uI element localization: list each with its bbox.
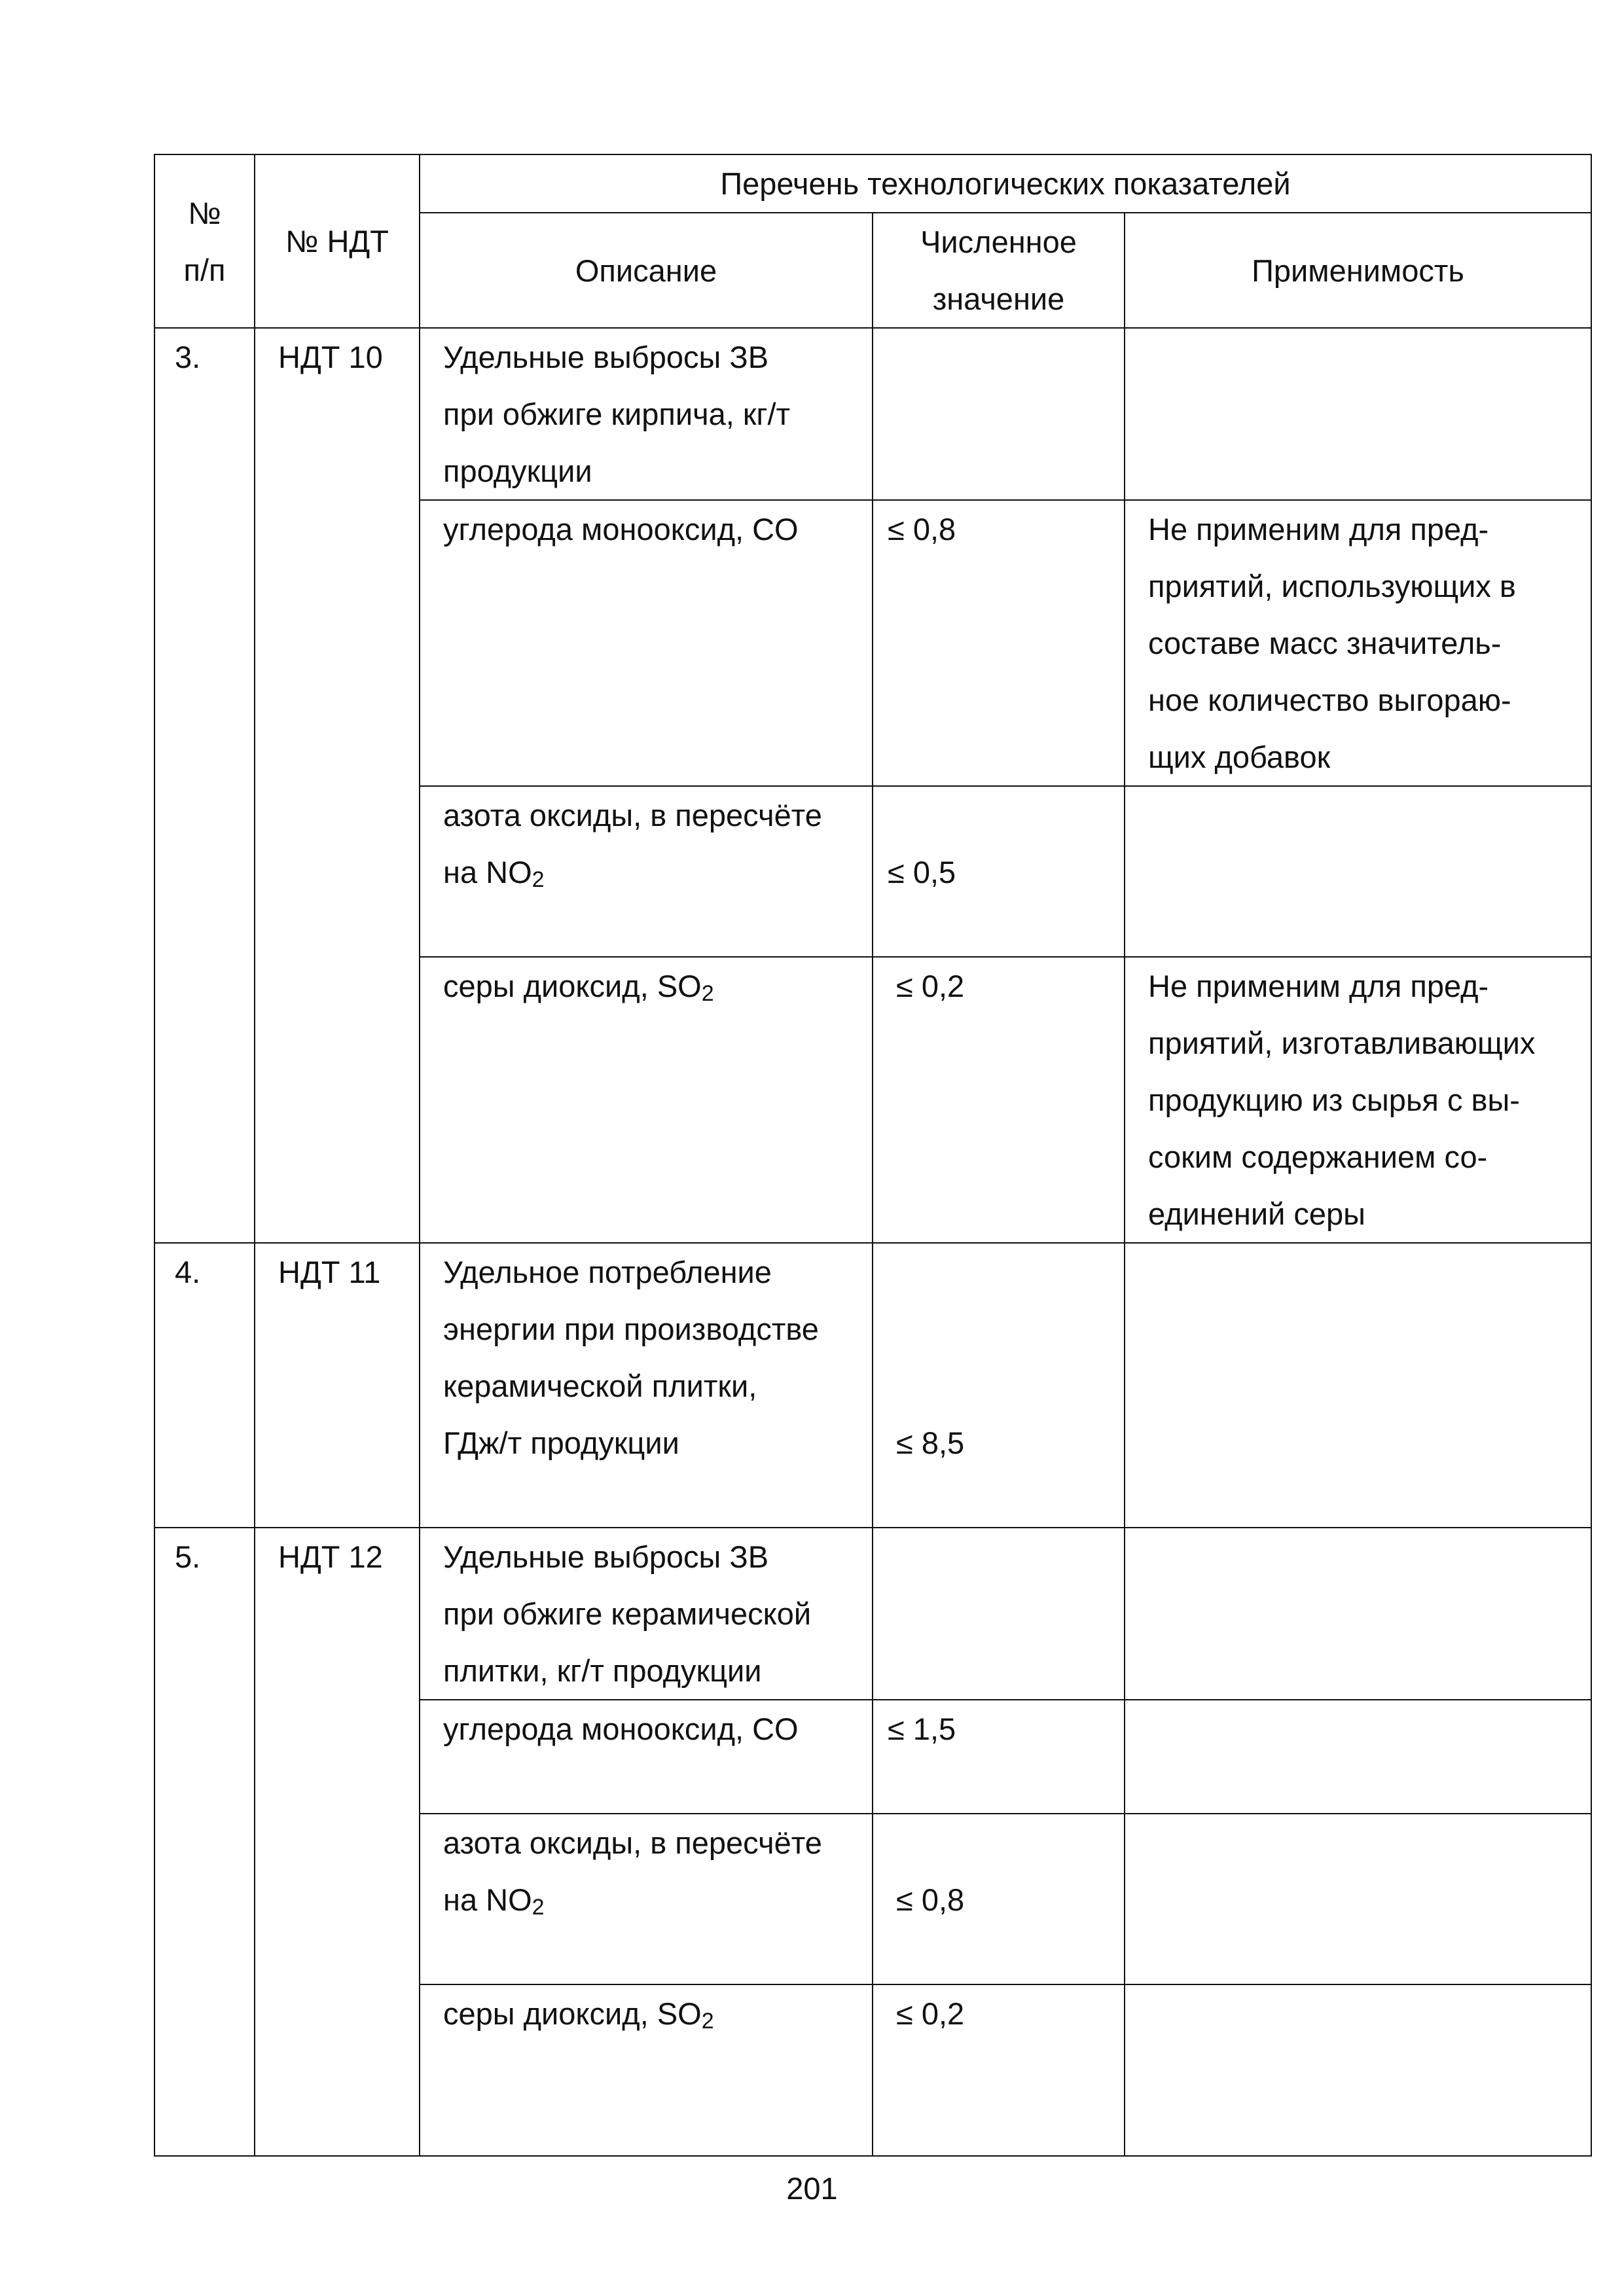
- subscript: 2: [532, 867, 545, 892]
- numeric-value: ≤ 0,2: [873, 957, 1125, 1243]
- subscript: 2: [532, 1895, 545, 1920]
- indicator-title-line: ГДж/т продукции: [443, 1426, 679, 1460]
- pollutant-description: [420, 1814, 873, 1984]
- header-value: [873, 213, 1125, 328]
- indicator-title-line: при обжиге керамической: [443, 1596, 812, 1631]
- pollutant-formula: серы диоксид, SO: [443, 1996, 702, 2031]
- applicability-line: составе масс значитель-: [1148, 626, 1502, 660]
- applicability-line: щих добавок: [1148, 740, 1331, 774]
- header-row-number-line1: №: [188, 195, 221, 230]
- indicator-title: [420, 1243, 873, 1528]
- ndt-code: НДТ 10: [255, 328, 420, 1243]
- pollutant-description-line: азота оксиды, в пересчёте: [443, 1825, 822, 1860]
- pollutant-description: [420, 957, 873, 1243]
- numeric-value: [873, 1814, 1125, 1984]
- indicator-title-line: энергии при производстве: [443, 1312, 819, 1346]
- subscript: 2: [701, 981, 714, 1006]
- applicability-cell-empty: [1125, 786, 1591, 957]
- indicator-title-line: Удельное потребление: [443, 1255, 772, 1289]
- value-cell-empty: [873, 1528, 1125, 1700]
- header-value-line1: Численное: [920, 224, 1077, 259]
- applicability-line: приятий, изготавливающих: [1148, 1026, 1536, 1060]
- numeric-value-text: ≤ 0,5: [888, 855, 956, 889]
- ndt-code: НДТ 11: [255, 1243, 420, 1528]
- page-number: 201: [786, 2171, 838, 2206]
- applicability-cell-empty: [1125, 1814, 1591, 1984]
- numeric-value-text: ≤ 8,5: [896, 1426, 965, 1460]
- numeric-value: [873, 1243, 1125, 1528]
- numeric-value: ≤ 0,2: [873, 1984, 1125, 2156]
- subscript: 2: [701, 2009, 714, 2034]
- indicator-title-line: при обжиге кирпича, кг/т: [443, 397, 791, 431]
- applicability-line: продукцию из сырья с вы-: [1148, 1083, 1520, 1117]
- applicability-cell-empty: [1125, 1984, 1591, 2156]
- header-value-line2: значение: [932, 281, 1065, 316]
- applicability-cell-empty: [1125, 328, 1591, 500]
- ndt-indicators-table: [154, 154, 1592, 2157]
- numeric-value-text: ≤ 0,8: [896, 1882, 965, 1917]
- header-applicability: Применимость: [1125, 213, 1591, 328]
- applicability-line: приятий, использующих в: [1148, 569, 1516, 603]
- spacer: [896, 1357, 1124, 1414]
- numeric-value: [873, 786, 1125, 957]
- header-row-number-line2: п/п: [183, 252, 226, 287]
- pollutant-description: углерода монооксид, CO: [420, 500, 873, 786]
- indicator-title-line: Удельные выбросы ЗВ: [443, 1539, 769, 1574]
- pollutant-formula: серы диоксид, SO: [443, 969, 702, 1003]
- pollutant-description-line: [443, 1985, 859, 2042]
- indicator-title-line: Удельные выбросы ЗВ: [443, 340, 769, 374]
- applicability-line: Не применим для пред-: [1148, 969, 1489, 1003]
- applicability-line: ное количество выгораю-: [1148, 683, 1511, 717]
- pollutant-description: [420, 1984, 873, 2156]
- applicability-note: [1125, 500, 1591, 786]
- row-number: 3.: [154, 328, 255, 1243]
- applicability-line: единений серы: [1148, 1196, 1365, 1231]
- spacer: [888, 787, 1124, 844]
- spacer: [896, 1300, 1124, 1357]
- pollutant-formula: на NO: [443, 1882, 532, 1917]
- applicability-cell-empty: [1125, 1528, 1591, 1700]
- applicability-note: [1125, 957, 1591, 1243]
- indicator-title-line: керамической плитки,: [443, 1369, 757, 1403]
- pollutant-description: [420, 786, 873, 957]
- pollutant-description-line: [443, 1871, 859, 1928]
- applicability-cell-empty: [1125, 1243, 1591, 1528]
- header-description: Описание: [420, 213, 873, 328]
- indicator-title: [420, 1528, 873, 1700]
- applicability-line: Не применим для пред-: [1148, 512, 1489, 547]
- indicator-title-line: продукции: [443, 454, 592, 488]
- row-number: 4.: [154, 1243, 255, 1528]
- ndt-code: НДТ 12: [255, 1528, 420, 2156]
- spacer: [896, 1814, 1124, 1871]
- header-ndt: № НДТ: [255, 154, 420, 328]
- header-indicators-group: Перечень технологических показателей: [420, 154, 1591, 213]
- pollutant-description: углерода монооксид, CO: [420, 1700, 873, 1814]
- pollutant-description-line: [443, 958, 859, 1014]
- value-cell-empty: [873, 328, 1125, 500]
- pollutant-description-line: [443, 844, 859, 901]
- applicability-cell-empty: [1125, 1700, 1591, 1814]
- applicability-line: соким содержанием со-: [1148, 1139, 1488, 1174]
- header-row-number: [154, 154, 255, 328]
- indicator-title-line: плитки, кг/т продукции: [443, 1653, 762, 1688]
- spacer: [896, 1244, 1124, 1300]
- numeric-value: ≤ 1,5: [873, 1700, 1125, 1814]
- row-number: 5.: [154, 1528, 255, 2156]
- pollutant-formula: на NO: [443, 855, 532, 889]
- pollutant-description-line: азота оксиды, в пересчёте: [443, 798, 822, 833]
- indicator-title: [420, 328, 873, 500]
- numeric-value: ≤ 0,8: [873, 500, 1125, 786]
